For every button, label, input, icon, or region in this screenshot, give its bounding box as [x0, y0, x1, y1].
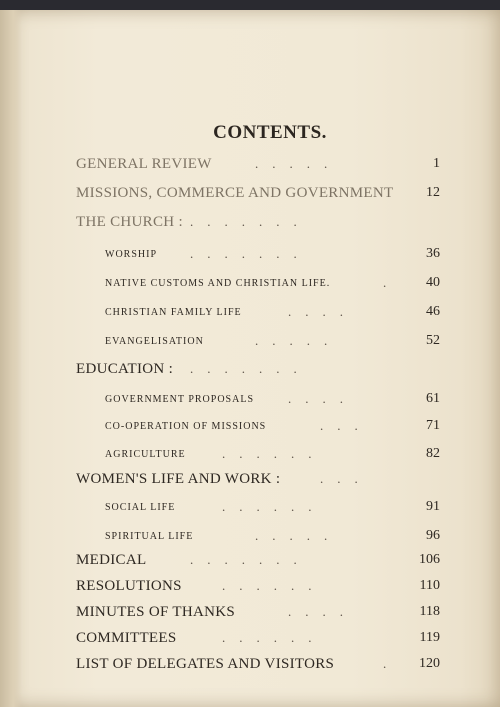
toc-entry-spiritual-life	[0, 528, 500, 550]
toc-page-number: 71	[426, 418, 440, 433]
toc-leader-dots: .......	[190, 552, 311, 567]
toc-page-number: 40	[426, 275, 440, 290]
toc-entry-christian-family-life	[0, 304, 500, 326]
toc-leader-dots: .....	[255, 333, 342, 348]
toc-entry-label: RESOLUTIONS	[76, 578, 182, 594]
toc-entry-label: GENERAL REVIEW	[76, 156, 212, 172]
toc-entry-label: LIST OF DELEGATES AND VISITORS	[76, 656, 335, 672]
toc-leader-dots: ...	[320, 418, 372, 433]
page-gutter-shadow	[0, 10, 22, 707]
toc-leader-dots: .......	[190, 246, 311, 261]
toc-entry-evangelisation	[0, 333, 500, 355]
toc-leader-dots: .....	[255, 156, 342, 171]
toc-page-number: 119	[419, 630, 440, 645]
toc-entry-label: AGRICULTURE	[105, 449, 186, 460]
toc-entry-agriculture	[0, 446, 500, 468]
toc-entry-label: MINUTES OF THANKS	[76, 604, 236, 620]
toc-leader-dots: ......	[222, 630, 326, 645]
toc-entry-label: NATIVE CUSTOMS AND CHRISTIAN LIFE.	[105, 278, 331, 289]
toc-page-number: 96	[426, 528, 440, 543]
toc-entry-minutes-of-thanks	[0, 604, 500, 626]
toc-entry-list-of-delegates	[0, 656, 500, 678]
toc-entry-label: WOMEN'S LIFE AND WORK :	[76, 471, 281, 487]
toc-entry-label: SOCIAL LIFE	[105, 502, 176, 513]
toc-entry-the-church	[0, 214, 500, 236]
toc-page-number: 46	[426, 304, 440, 319]
toc-entry-label: GOVERNMENT PROPOSALS	[105, 394, 255, 405]
toc-page-number: 52	[426, 333, 440, 348]
toc-page-number: 36	[426, 246, 440, 261]
toc-page-number: 61	[426, 391, 440, 406]
toc-entry-co-operation-of-missions	[0, 418, 500, 440]
toc-leader-dots: ......	[222, 446, 326, 461]
toc-entry-label: EVANGELISATION	[105, 336, 204, 347]
toc-leader-dots: ....	[288, 304, 357, 319]
toc-leader-dots: ......	[222, 499, 326, 514]
toc-entry-medical	[0, 552, 500, 574]
toc-entry-worship	[0, 246, 500, 268]
toc-page-number: 106	[419, 552, 440, 567]
toc-page-number: 12	[426, 185, 440, 200]
toc-leader-dots: .......	[190, 214, 311, 229]
toc-leader-dots: .....	[255, 528, 342, 543]
toc-leader-dots: ....	[288, 604, 357, 619]
toc-leader-dots: ...	[320, 471, 372, 486]
toc-entry-social-life	[0, 499, 500, 521]
toc-entry-label: SPIRITUAL LIFE	[105, 531, 194, 542]
toc-page-number: 120	[419, 656, 440, 671]
toc-leader-dots: .	[383, 275, 401, 290]
book-page	[0, 10, 500, 707]
toc-leader-dots: ......	[222, 578, 326, 593]
toc-entry-label: MISSIONS, COMMERCE AND GOVERNMENT	[76, 185, 394, 201]
contents-title: CONTENTS.	[213, 122, 327, 143]
toc-leader-dots: .	[383, 656, 401, 671]
toc-entry-label: MEDICAL	[76, 552, 147, 568]
toc-entry-education	[0, 361, 500, 383]
toc-entry-label: WORSHIP	[105, 249, 158, 260]
toc-page-number: 1	[433, 156, 440, 171]
toc-entry-resolutions	[0, 578, 500, 600]
toc-page-number: 91	[426, 499, 440, 514]
toc-entry-label: EDUCATION :	[76, 361, 174, 377]
toc-entry-committees	[0, 630, 500, 652]
toc-page-number: 118	[419, 604, 440, 619]
toc-entry-general-review	[0, 156, 500, 178]
toc-entry-label: THE CHURCH :	[76, 214, 183, 230]
toc-leader-dots: .......	[190, 361, 311, 376]
toc-page-number: 82	[426, 446, 440, 461]
toc-entry-label: CHRISTIAN FAMILY LIFE	[105, 307, 242, 318]
toc-entry-label: CO-OPERATION OF MISSIONS	[105, 421, 267, 432]
toc-entry-womens-life-and-work	[0, 471, 500, 493]
toc-entry-native-customs	[0, 275, 500, 297]
toc-entry-missions-commerce-government	[0, 185, 500, 207]
toc-entry-government-proposals	[0, 391, 500, 413]
toc-leader-dots: ....	[288, 391, 357, 406]
toc-page-number: 110	[419, 578, 440, 593]
toc-entry-label: COMMITTEES	[76, 630, 177, 646]
